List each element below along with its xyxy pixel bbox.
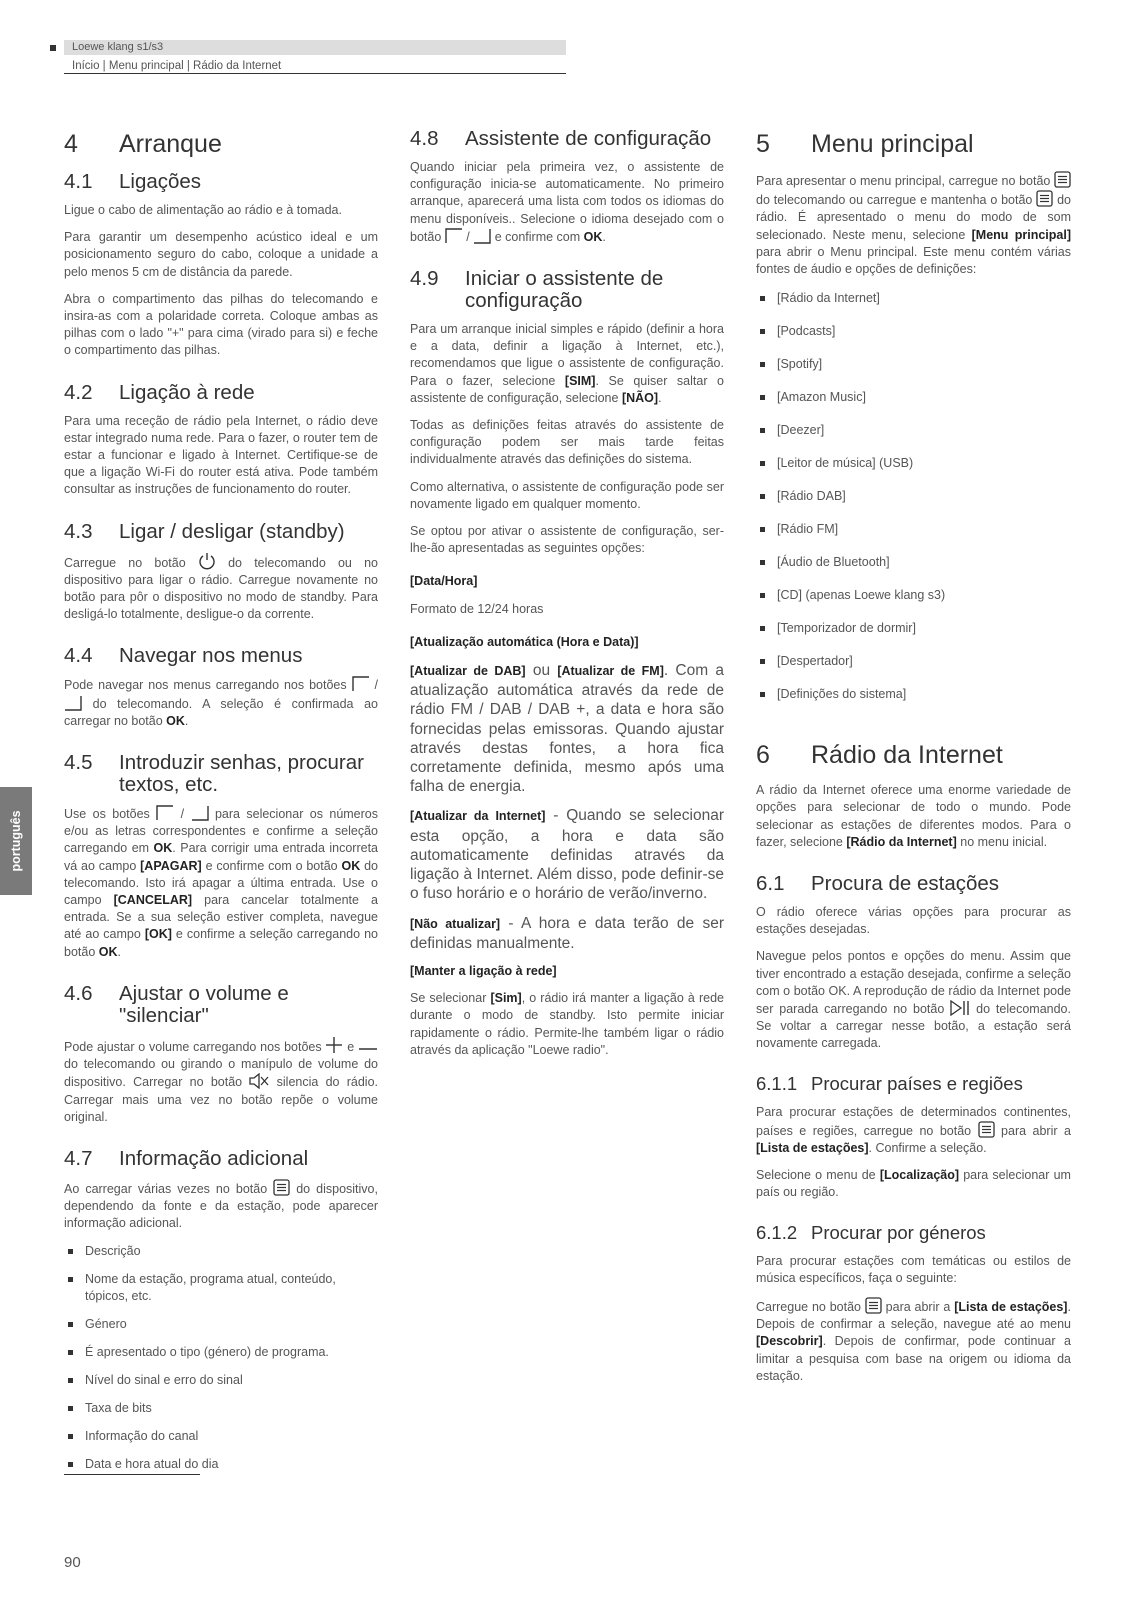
section-6-1-1-heading: 6.1.1 Procurar países e regiões: [756, 1072, 1023, 1094]
header-product: Loewe klang s1/s3: [64, 40, 566, 55]
paragraph: Pode navegar nos menus carregando nos botões / do telecomando. A seleção é confirmada ao carregar no botão OK.: [64, 678, 378, 728]
section-4-title: Arranque: [119, 130, 222, 158]
section-5-title: Menu principal: [811, 130, 974, 158]
paragraph: Use os botões / para selecionar os números e/ou as letras correspondentes e confirme a seleção carregando em OK. Para corrigir uma entrada incorreta vá ao campo [APAGAR] e confirme com o botão OK do telecomando. Isto irá apagar a última entrada. Use o campo [CANCELAR] para cancelar totalmente a entrada. Se a sua seleção estiver completa, navegue até ao campo [OK] e confirme a seleção carregando no botão OK.: [64, 807, 379, 959]
section-6-1-title: Procura de estações: [811, 872, 1000, 896]
section-4-5-heading: 4.5 Introduzir senhas, procurar textos, etc.: [64, 752, 378, 796]
paragraph: Se selecionar [Sim], o rádio irá manter a ligação à rede durante o modo de standby. Isto permite iniciar rapidamente o rádio. Permite-lhe também ligar o rádio através da aplicação "Loewe radio".: [410, 991, 724, 1057]
corner-right-icon: [64, 695, 82, 711]
list-item: Nível do sinal e erro do sinal: [64, 1372, 378, 1389]
list-item: [Definições do sistema]: [756, 686, 1071, 703]
section-4-3-title: Ligar / desligar (standby): [119, 519, 345, 543]
page-number: 90: [64, 1554, 81, 1571]
power-icon: [198, 552, 216, 570]
menu-icon: [865, 1297, 882, 1314]
section-4-8-title: Assistente de configuração: [465, 127, 712, 150]
section-6-1-1-title: Procurar países e regiões: [811, 1072, 1023, 1094]
corner-right-icon: [473, 228, 491, 244]
corner-left-icon: [445, 228, 463, 244]
section-6-1-2-heading: 6.1.2 Procurar por géneros: [756, 1221, 986, 1243]
paragraph: Pode ajustar o volume carregando nos botões e do telecomando ou girando o manípulo de volume do dispositivo. Carregar no botão silencia do rádio. Carregar mais uma vez no botão repõe o volume original.: [64, 1036, 378, 1126]
header-rule: [64, 73, 566, 74]
list-item: É apresentado o tipo (género) de programa.: [64, 1344, 378, 1361]
section-4-6-heading: 4.6 Ajustar o volume e "silenciar": [64, 983, 378, 1027]
list-item: [Despertador]: [756, 653, 1071, 670]
list-item: [CD] (apenas Loewe klang s3): [756, 587, 1071, 604]
list-item: Género: [64, 1316, 378, 1333]
paragraph: Para uma receção de rádio pela Internet, o rádio deve estar integrado numa rede. Para o fazer, o router tem de estar a funcionar e ligado à Internet. Certifique-se de que a ligação Wi-Fi do router está ativa. Pode também consultar as instruções de funcionamento do router.: [64, 413, 378, 497]
section-4-6-title: Ajustar o volume e "silenciar": [119, 981, 289, 1027]
section-4-7-title: Informação adicional: [119, 1146, 309, 1170]
paragraph: [Atualizar da Internet] - Quando se selecionar esta opção, a hora e data são automaticamente definidas através da ligação à Internet. Além disso, pode definir-se o fuso horário e o horário de verão/inverno.: [410, 807, 724, 903]
list-item: Informação do canal: [64, 1428, 378, 1445]
footnote-rule: [64, 1474, 200, 1475]
list-item: [Deezer]: [756, 422, 1071, 439]
section-4-2-heading: 4.2 Ligação à rede: [64, 380, 255, 404]
mute-icon: [249, 1073, 269, 1089]
option-label: [Data/Hora]: [410, 574, 478, 589]
paragraph: Se optou por ativar o assistente de configuração, ser-lhe-ão apresentadas as seguintes opções:: [410, 524, 724, 556]
section-6-1-2-title: Procurar por géneros: [811, 1221, 986, 1243]
paragraph: Carregue no botão para abrir a [Lista de estações]. Depois de confirmar a seleção, navegue até ao menu [Descobrir]. Depois de confirmar, pode continuar a limitar a pesquisa com base na origem ou idioma da estação.: [756, 1297, 1071, 1385]
paragraph: Ao carregar várias vezes no botão do dispositivo, dependendo da fonte e da estação, pode aparecer informação adicional.: [64, 1179, 378, 1233]
section-5-heading: 5 Menu principal: [756, 130, 974, 158]
section-4-9-heading: 4.9 Iniciar o assistente de configuração: [410, 268, 724, 312]
paragraph: Para procurar estações com temáticas ou estilos de música específicos, faça o seguinte:: [756, 1253, 1071, 1285]
section-4-2-title: Ligação à rede: [119, 380, 255, 404]
list-item: Nome da estação, programa atual, conteúdo, tópicos, etc.: [64, 1271, 378, 1305]
list-item: [Spotify]: [756, 356, 1071, 373]
language-tab: [0, 787, 32, 895]
paragraph: Carregue no botão do telecomando ou no dispositivo para ligar o rádio. Carregue novamente no botão para pôr o dispositivo no modo de standby. Para desligá-lo totalmente, desligue-o da corrente.: [64, 552, 378, 624]
paragraph: Quando iniciar pela primeira vez, o assistente de configuração inicia-se automaticamente. No primeiro arranque, aparecerá uma lista com todos os idiomas do menu disponíveis.. Selecione o idioma desejado com o botão / e confirme com OK.: [410, 160, 724, 244]
paragraph: [Atualizar de DAB] ou [Atualizar de FM]. Com a atualização automática através da rede de rádio FM / DAB / DAB +, a data e hora são fornecidas pelas emissoras. Quando ajustar através destas fontes, a hora fica corretamente definida, mesmo após uma falha de energia.: [410, 662, 724, 796]
column-1: [64, 128, 378, 1484]
section-4-1-title: Ligações: [119, 170, 202, 193]
column-2: [410, 128, 724, 1069]
paragraph: Ligue o cabo de alimentação ao rádio e à tomada.: [64, 203, 342, 217]
paragraph: Abra o compartimento das pilhas do telecomando e insira-as com a polaridade correta. Coloque ambas as pilhas com o lado "+" para cima (virado para si) e feche o compartimento das pilhas.: [64, 291, 378, 358]
section-4-7-heading: 4.7 Informação adicional: [64, 1146, 309, 1170]
paragraph: Como alternativa, o assistente de configuração pode ser novamente ligado em qualquer momento.: [410, 479, 724, 511]
menu-icon: [978, 1121, 995, 1138]
corner-right-icon: [191, 805, 209, 821]
column-3: [756, 128, 1071, 1395]
info-list: [64, 1243, 378, 1473]
menu-icon: [273, 1179, 290, 1196]
section-4-heading: 4 Arranque: [64, 130, 222, 158]
list-item: [Áudio de Bluetooth]: [756, 554, 1071, 571]
section-4-8-heading: 4.8 Assistente de configuração: [410, 127, 712, 150]
breadcrumb: Início | Menu principal | Rádio da Internet: [72, 60, 282, 72]
list-item: [Rádio DAB]: [756, 488, 1071, 505]
paragraph: Para procurar estações de determinados continentes, países e regiões, carregue no botão para abrir a [Lista de estações]. Confirme a seleção.: [756, 1104, 1071, 1156]
option-label: [Manter a ligação à rede]: [410, 963, 557, 978]
list-item: [Rádio FM]: [756, 521, 1071, 538]
play-pause-icon: [950, 1000, 970, 1016]
menu-icon: [1054, 171, 1071, 188]
language-tab-label: português: [9, 810, 23, 872]
list-item: [Temporizador de dormir]: [756, 620, 1071, 637]
menu-icon: [1036, 190, 1053, 207]
corner-left-icon: [352, 676, 370, 692]
paragraph: [Não atualizar] - A hora e data terão de ser definidas manualmente.: [410, 914, 724, 952]
section-4-3-heading: 4.3 Ligar / desligar (standby): [64, 519, 345, 543]
header-marker: [50, 45, 56, 51]
list-item: Data e hora atual do dia: [64, 1456, 378, 1473]
paragraph: Selecione o menu de [Localização] para selecionar um país ou região.: [756, 1168, 1071, 1200]
section-4-5-title: Introduzir senhas, procurar textos, etc.: [119, 751, 364, 797]
list-item: Descrição: [64, 1243, 378, 1260]
section-4-4-title: Navegar nos menus: [119, 644, 303, 668]
main-menu-list: [756, 290, 1071, 703]
section-6-1-heading: 6.1 Procura de estações: [756, 872, 1000, 896]
paragraph: O rádio oferece várias opções para procurar as estações desejadas.: [756, 905, 1071, 937]
list-item: [Rádio da Internet]: [756, 290, 1071, 307]
list-item: [Leitor de música] (USB): [756, 455, 1071, 472]
paragraph: Para um arranque inicial simples e rápido (definir a hora e a data, definir a ligação à Internet, etc.), recomendamos que ligue o assistente de configuração. Para o fazer, selecione [SIM]. Se quiser saltar o assistente de configuração, selecione [NÃO].: [410, 322, 724, 405]
list-item: [Amazon Music]: [756, 389, 1071, 406]
list-item: Taxa de bits: [64, 1400, 378, 1417]
minus-icon: [358, 1044, 378, 1054]
section-4-1-heading: 4.1 Ligações: [64, 170, 202, 193]
paragraph: Formato de 12/24 horas: [410, 601, 544, 616]
paragraph: Para garantir um desempenho acústico ideal e um posicionamento seguro do cabo, coloque a unidade a pelo menos 5 cm de distância da parede.: [64, 230, 378, 279]
option-label: [Atualização automática (Hora e Data)]: [410, 634, 639, 649]
paragraph: Navegue pelos pontos e opções do menu. Assim que tiver encontrado a estação desejada, confirme a seleção com o botão OK. A reprodução de rádio da Internet pode ser parada carregando no botão do telecomando. Se voltar a carregar nesse botão, a estação será novamente carregada.: [756, 949, 1071, 1051]
corner-left-icon: [156, 805, 174, 821]
paragraph: A rádio da Internet oferece uma enorme variedade de opções para selecionar de todo o mundo. Pode selecionar as estações de diferentes modos. Para o fazer, selecione [Rádio da Internet] no menu inicial.: [756, 783, 1071, 849]
plus-icon: [325, 1036, 343, 1054]
paragraph: Para apresentar o menu principal, carregue no botão do telecomando ou carregue e mantenha o botão do rádio. É apresentado o menu do modo de som selecionado. Neste menu, selecione [Menu principal] para abrir o Menu principal. Este menu contém várias fontes de áudio e opções de definições:: [756, 171, 1071, 278]
section-4-9-title: Iniciar o assistente de configuração: [465, 267, 664, 313]
paragraph: Todas as definições feitas através do assistente de configuração podem ser mais tarde feitas individualmente através das definições do sistema.: [410, 418, 724, 467]
section-4-4-heading: 4.4 Navegar nos menus: [64, 644, 303, 668]
section-6-title: Rádio da Internet: [811, 741, 1003, 770]
section-6-heading: 6 Rádio da Internet: [756, 741, 1003, 770]
list-item: [Podcasts]: [756, 323, 1071, 340]
